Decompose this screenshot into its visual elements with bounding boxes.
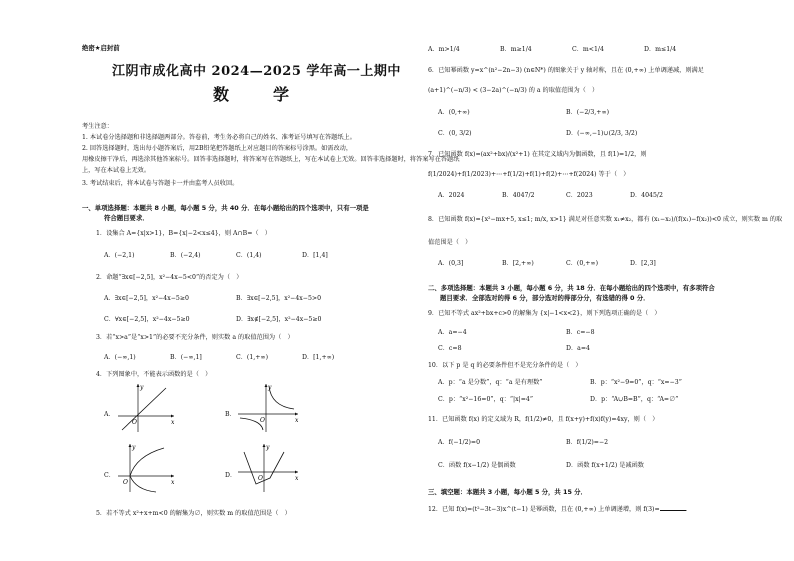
svg-text:y: y (132, 444, 136, 451)
exam-title: 江阴市成化高中 2024—2025 学年高一上期中 (112, 64, 401, 79)
q1-option: D．[1,4] (302, 252, 328, 259)
q3-option: D．[1,+∞) (302, 354, 335, 361)
q2-option: C．∀x∈[−2,5]，x²−4x−5≥0 (104, 316, 190, 323)
q8-stem-cont: 值范围是（ ） (428, 239, 472, 246)
q3-stem: 3．若“x>a”是“x>1”的必要不充分条件，则实数 a 的取值范围为（ ） (96, 334, 294, 341)
q5-option: B．m≥1/4 (500, 46, 532, 53)
q3-option: B．(−∞,1] (170, 354, 202, 361)
q9-option: A．a=−4 (438, 329, 467, 336)
q12-stem-text: 12．已知 f(x)=(t²−3t−3)x^(t−1) 是幂函数，且在 (0,+∞) 上单调递增，则 f(3)= (428, 506, 660, 513)
section-3-heading: 三、填空题：本题共 3 小题，每小题 5 分，共 15 分． (428, 488, 587, 496)
q9-option: B．c=−8 (566, 329, 595, 336)
section-1-heading-cont: 符合题目要求． (104, 214, 149, 222)
q8-option: B．[2,+∞) (502, 260, 534, 267)
notice-item: 3. 考试结束后，将本试卷与答题卡一并由监考人员收回。 (82, 180, 239, 187)
q8-option: D．[2,3] (630, 260, 656, 267)
q6-option: D．(−∞,−1)∪(2/3, 3/2) (566, 130, 638, 137)
svg-text:x: x (171, 479, 175, 486)
q9-stem: 9．已知不等式 ax²+bx+c>0 的解集为 {x|−1<x<2}，则下列选项正确的是（ ） (428, 310, 661, 317)
svg-text:O: O (123, 479, 128, 486)
q11-stem: 11．已知函数 f(x) 的定义域为 R，f(1/2)≠0，且 f(x+y)+f(x)f(y)=4xy，则（ ） (428, 416, 659, 423)
q5-option: D．m≤1/4 (644, 46, 677, 53)
q4-label-b: B． (225, 411, 236, 418)
q4-label-a: A． (104, 411, 115, 418)
q10-stem: 10．以下 p 是 q 的必要条件但不是充分条件的是（ ） (428, 362, 582, 369)
q6-stem-cont: (a+1)^(−n/3) < (3−2a)^(−n/3) 的 a 的取值范围为（ ） (428, 87, 599, 94)
q9-option: D．a=4 (566, 345, 590, 352)
q1-option: C．(1,4) (236, 252, 262, 259)
q11-option: D．函数 f(x+1/2) 是减函数 (566, 462, 644, 469)
notice-heading: 考生注意： (82, 123, 113, 130)
q11-option: A．f(−1/2)=0 (438, 439, 481, 446)
q7-option: C．2023 (566, 192, 593, 199)
section-2-heading: 二、多项选择题：本题共 3 小题，每小题 6 分，共 18 分．在每小题给出的四个选项中，有多项符合 (428, 284, 715, 292)
q6-option: A．(0,+∞) (438, 109, 470, 116)
q7-option: D．4045/2 (630, 192, 663, 199)
svg-text:x: x (295, 475, 299, 482)
q4-graph-d (236, 442, 300, 494)
svg-text:y: y (268, 384, 272, 391)
q6-option: B．(−2/3,+∞) (566, 109, 610, 116)
q4-graph-a (116, 382, 176, 434)
svg-text:O: O (132, 419, 137, 426)
q8-option: A．(0,3] (438, 260, 464, 267)
notice-item: 用橡皮擦干净后，再选涂其他答案标号。回答非选择题时，将答案写在答题纸上，写在本试卷上无效。回答非选择题时，将答案写在答题纸 (82, 156, 460, 163)
svg-text:y: y (140, 384, 144, 391)
subject-title: 数 学 (213, 85, 304, 104)
q10-option: C．p：“x²−16=0”，q：“|x|=4” (438, 396, 533, 403)
svg-text:y: y (266, 444, 270, 451)
q2-option: D．∃x∉[−2,5]，x²−4x−5≥0 (236, 316, 322, 323)
q1-option: B．(−2,4) (170, 252, 201, 259)
section-1-heading: 一、单项选择题：本题共 8 小题，每小题 5 分，共 40 分．在每小题给出的四个选项中，只有一项是 (82, 204, 369, 212)
q12-answer-blank[interactable] (660, 504, 686, 511)
notice-item: 1. 本试卷分选择题和非选择题两部分。答卷前，考生务必将自己的姓名、准考证号填写在答题纸上。 (82, 134, 356, 141)
q6-option: C．(0, 3/2) (438, 130, 472, 137)
q6-stem: 6．已知幂函数 y=x^(n²−2n−3) (n∈N*) 的图象关于 y 轴对称，且在 (0,+∞) 上单调递减，则满足 (428, 67, 704, 74)
q2-option: B．∃x∈[−2,5]，x²−4x−5>0 (236, 295, 322, 302)
q1-stem: 1．设集合 A={x|x>1}，B={x|−2<x≤4}，则 A∩B=（ ） (96, 230, 271, 237)
q4-stem: 4．下列图象中，不能表示函数的是（ ） (96, 371, 212, 378)
q8-option: C．(0,+∞) (566, 260, 598, 267)
notice-item: 2. 回答选择题时，选出每小题答案后，用2B铅笔把答题纸上对应题目的答案标号涂黑。如需改动， (82, 145, 353, 152)
q3-option: C．(1,+∞) (236, 354, 268, 361)
q3-option: A．(−∞,1) (104, 354, 136, 361)
svg-text:x: x (171, 419, 175, 426)
q11-option: C．函数 f(x−1/2) 是偶函数 (438, 462, 516, 469)
q7-stem: 7．已知函数 f(x)=(ax²+bx)/(x²+1) 在其定义域内为偶函数，且 f(1)=1/2，则 (428, 151, 647, 158)
q4-graph-c (116, 442, 176, 494)
q11-option: B．f(1/2)=−2 (566, 439, 609, 446)
q7-stem-cont: f(1/2024)+f(1/2023)+⋯+f(1/2)+f(1)+f(2)+⋯+f(2024) 等于（ ） (428, 171, 630, 178)
q5-option: A．m>1/4 (428, 46, 460, 53)
q2-option: A．∃x∈[−2,5]，x²−4x−5≥0 (104, 295, 189, 302)
q1-option: A．(−2,1) (104, 252, 135, 259)
q2-stem: 2．命题“∃x∈[−2,5]，x²−4x−5<0”的否定为（ ） (96, 274, 243, 281)
q8-stem: 8．已知函数 f(x)={x²−mx+5, x≤1; m/x, x>1} 满足对任意实数 x₁≠x₂，都有 (x₁−x₂)/(f(x₁)−f(x₂))<0 成立，则实数 m 的取 (428, 216, 783, 223)
svg-text:x: x (295, 417, 299, 424)
q10-option: A．p：“a 是分数”，q：“a 是有理数” (438, 379, 543, 386)
q5-stem: 5．若不等式 x²+x+m<0 的解集为∅，则实数 m 的取值范围是（ ） (96, 510, 291, 517)
svg-text:O: O (260, 417, 265, 424)
q7-option: B．4047/2 (502, 192, 535, 199)
q4-label-d: D． (225, 472, 237, 479)
q7-option: A．2024 (438, 192, 465, 199)
secret-mark: 绝密★启封前 (82, 44, 120, 52)
q5-option: C．m<1/4 (572, 46, 604, 53)
q4-graph-b (236, 382, 300, 434)
section-2-heading-cont: 题目要求．全部选对的得 6 分，部分选对的得部分分，有选错的得 0 分． (440, 294, 650, 302)
q12-stem: 12．已知 f(x)=(t²−3t−3)x^(t−1) 是幂函数，且在 (0,+∞) 上单调递增，则 f(3)= ． (428, 506, 692, 513)
q10-option: B．p：“x²−9=0”，q：“x=−3” (590, 379, 682, 386)
q4-label-c: C． (104, 472, 115, 479)
q9-option: C．c=8 (438, 345, 462, 352)
notice-item: 上，写在本试卷上无效。 (82, 167, 151, 174)
svg-text:O: O (258, 475, 263, 482)
q10-option: D．p：“A∪B=B”，q：“A=∅” (590, 396, 679, 403)
